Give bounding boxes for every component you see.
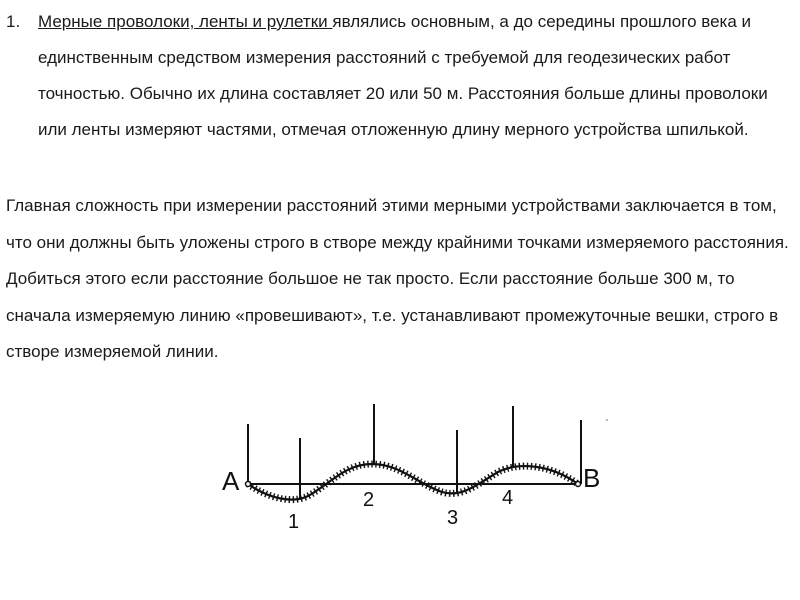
list-item-text	[38, 4, 786, 148]
marker-2-label: 2	[363, 489, 375, 511]
marker-1-label: 1	[288, 511, 300, 533]
speck	[606, 419, 608, 421]
list-body-text: являлись основным, а до середины прошлого века и единственным средством измерения расстояний с требуемой для геодезических работ точностью. Обычно их длина составляет 20 или 50 м. Расстояния больше длины проволоки или ленты измеряют частями, отмечая отложенную длину мерного устройства шпилькой.	[38, 12, 768, 139]
marker-4-label: 4	[502, 487, 514, 509]
point-a-dot	[246, 482, 251, 487]
tape-wave	[248, 464, 578, 500]
list-item	[6, 4, 786, 148]
point-b-dot	[576, 482, 581, 487]
ranging-diagram	[0, 400, 800, 600]
list-number: 1.	[6, 12, 21, 31]
marker-3-label: 3	[447, 507, 459, 529]
body-paragraph: Главная сложность при измерении расстояний этими мерными устройствами заключается в том, что они должны быть уложены строго в створе между крайними точками измеряемого расстояния. Добиться этого если расстояние большое не так просто. Если расстояние больше 300 м, то сначала измеряемую линию «провешивают», т.е. устанавливают промежуточные вешки, строго в створе измеряемой линии.	[6, 196, 789, 361]
tape-hatching	[248, 464, 578, 500]
point-a-label: A	[222, 466, 240, 496]
underlined-phrase: Мерные проволоки, ленты и рулетки	[38, 12, 333, 31]
point-b-label: B	[583, 463, 601, 493]
